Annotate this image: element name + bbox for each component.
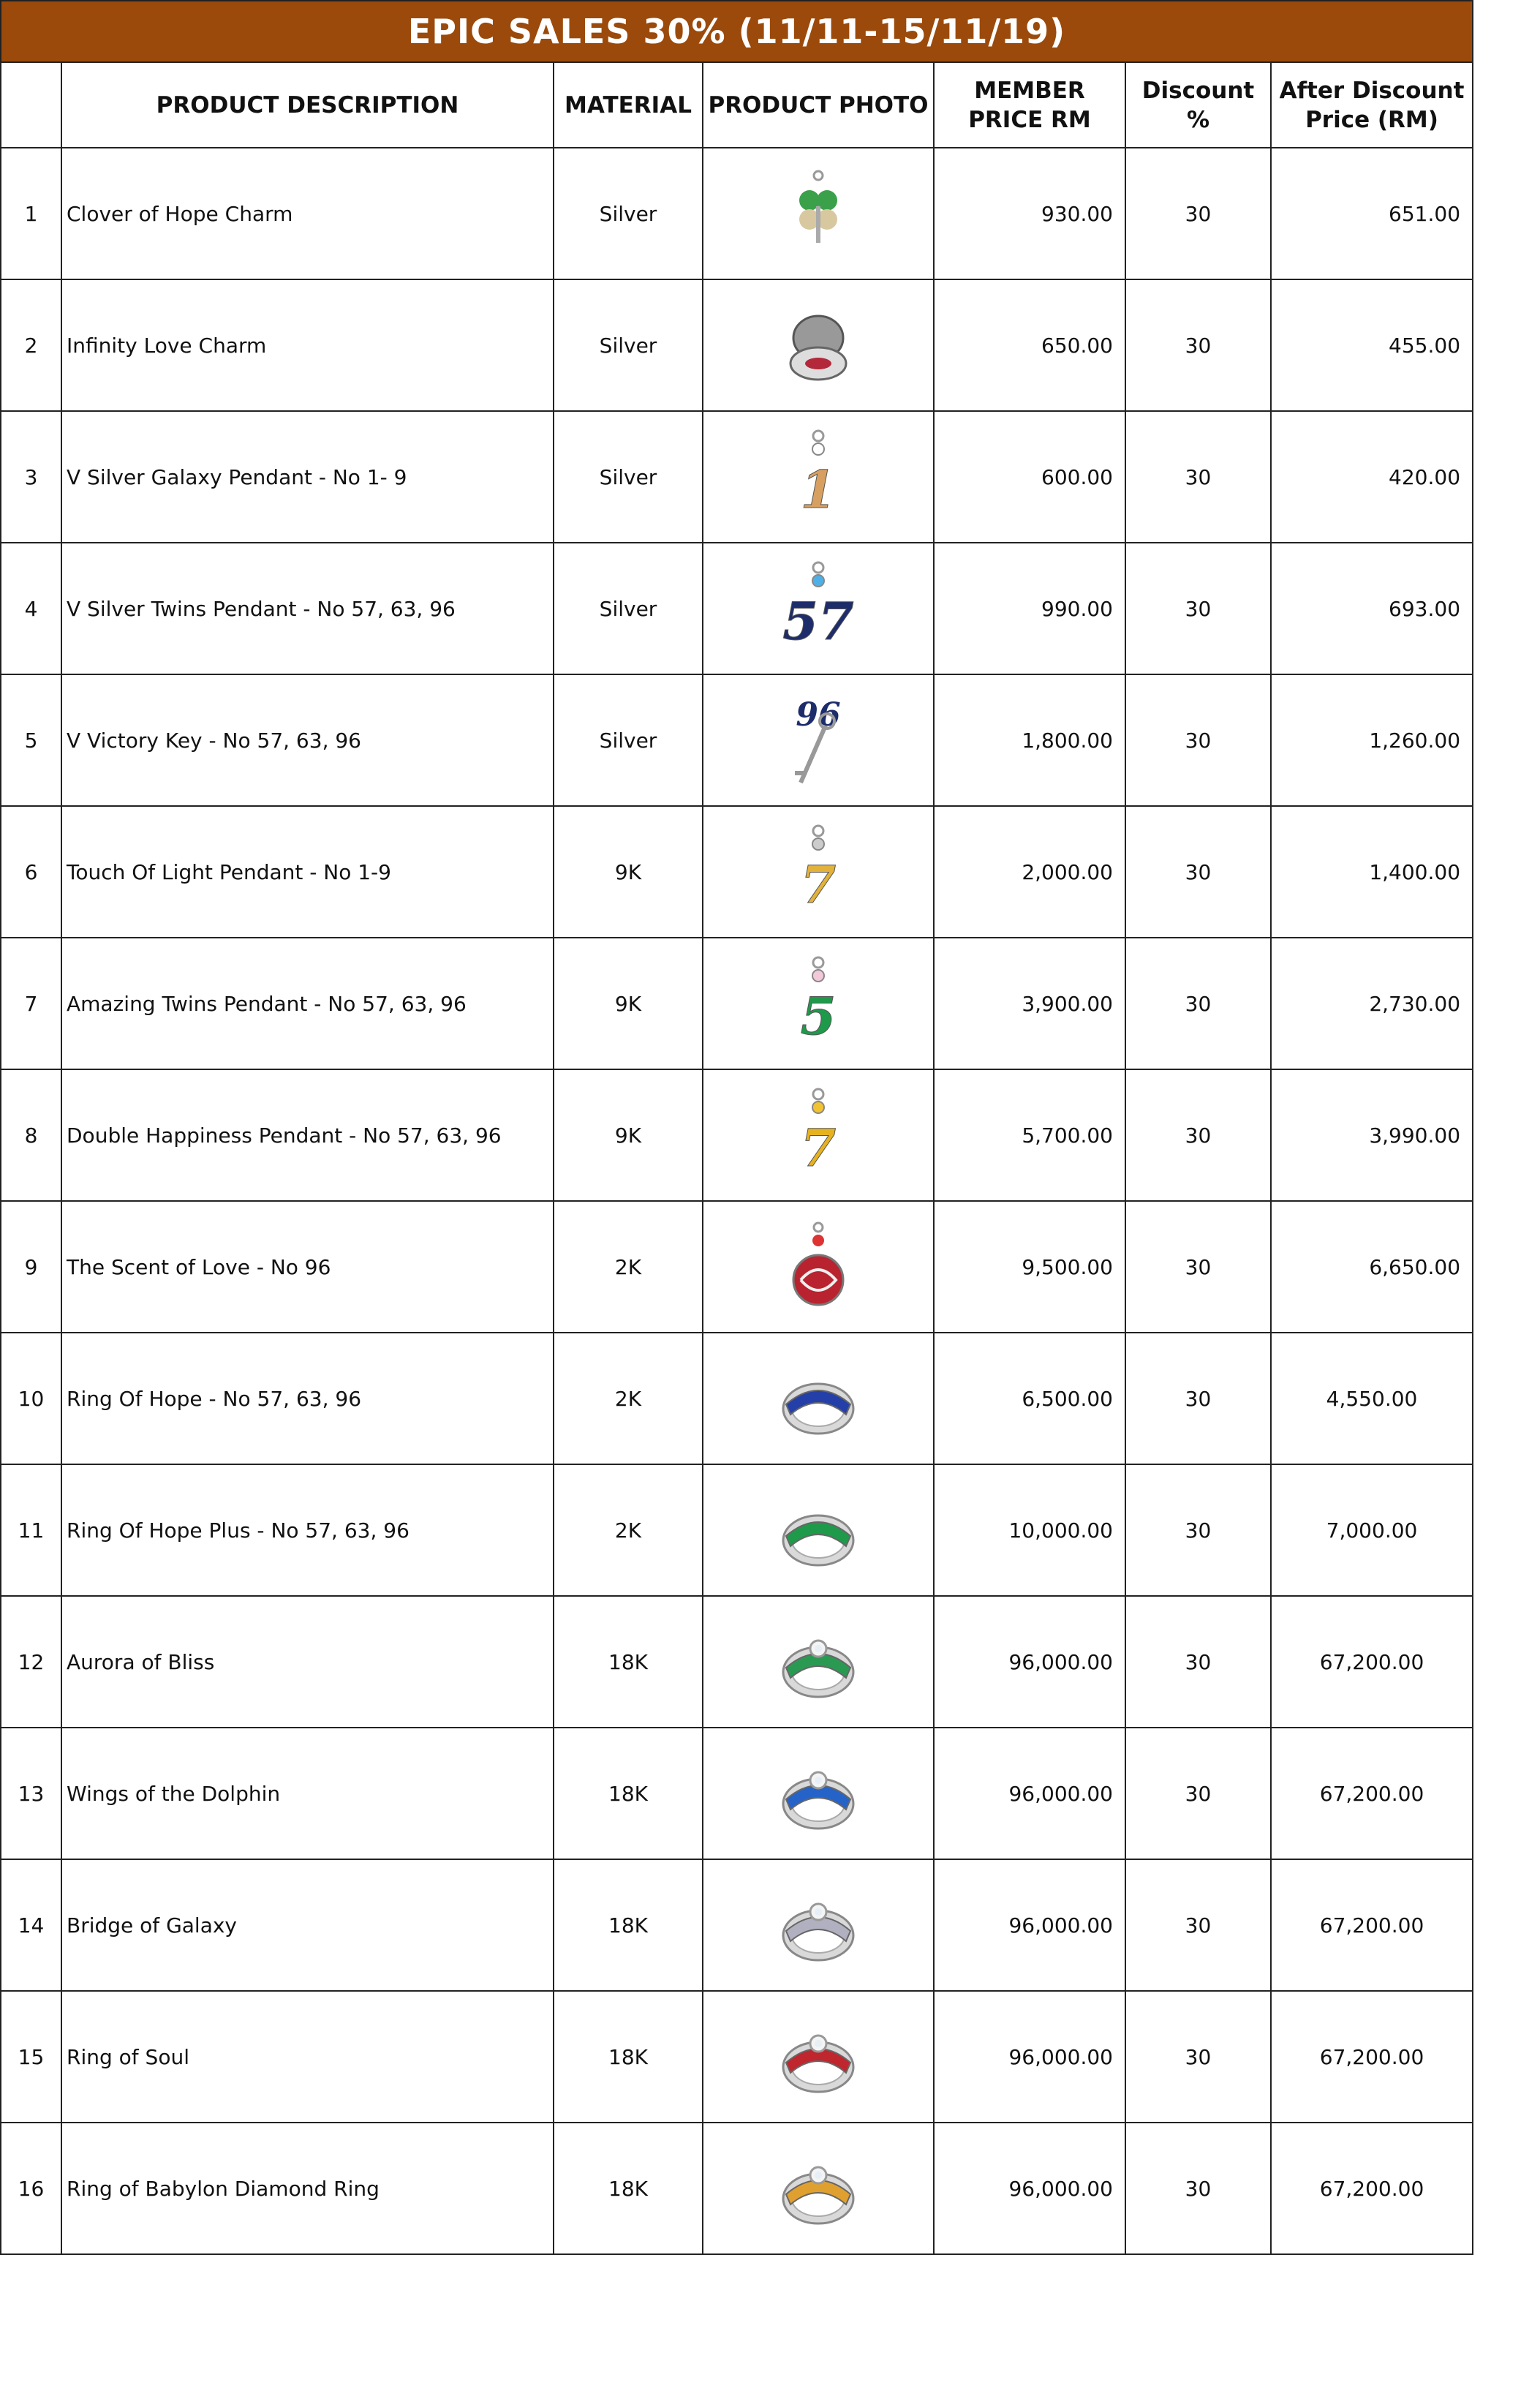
product-material: 2K <box>554 1201 703 1333</box>
discount-percent: 30 <box>1125 1333 1271 1464</box>
red-diamond-ring-icon <box>774 2006 862 2108</box>
product-photo <box>703 938 934 1069</box>
member-price: 6,500.00 <box>934 1333 1125 1464</box>
after-discount-price: 2,730.00 <box>1271 938 1473 1069</box>
gold-number-pendant-icon <box>774 1084 862 1186</box>
product-photo <box>703 674 934 806</box>
table-row <box>1 1728 1473 1859</box>
product-photo <box>703 279 934 411</box>
after-discount-price: 67,200.00 <box>1271 2123 1473 2254</box>
header-after-line2: Price (RM) <box>1305 106 1438 133</box>
member-price: 600.00 <box>934 411 1125 543</box>
header-description: PRODUCT DESCRIPTION <box>61 62 554 148</box>
number-seven-pendant-icon <box>774 821 862 923</box>
table-row <box>1 411 1473 543</box>
product-photo <box>703 543 934 674</box>
member-price: 1,800.00 <box>934 674 1125 806</box>
header-row <box>1 62 1473 148</box>
svg-text:57: 57 <box>782 591 854 652</box>
product-material: 18K <box>554 1859 703 1991</box>
clover-charm-icon <box>774 162 862 265</box>
product-material: Silver <box>554 543 703 674</box>
header-discount-line1: Discount <box>1141 77 1255 104</box>
green-number-pendant-icon <box>774 952 862 1055</box>
row-number: 8 <box>1 1069 61 1201</box>
header-member-price-line2: PRICE RM <box>968 106 1091 133</box>
after-discount-price: 455.00 <box>1271 279 1473 411</box>
blue-ring-icon <box>774 1347 862 1450</box>
table-row <box>1 806 1473 938</box>
after-discount-price: 693.00 <box>1271 543 1473 674</box>
product-material: 18K <box>554 1728 703 1859</box>
discount-percent: 30 <box>1125 411 1271 543</box>
table-row <box>1 2123 1473 2254</box>
product-photo <box>703 1991 934 2123</box>
discount-percent: 30 <box>1125 1201 1271 1333</box>
product-photo <box>703 148 934 279</box>
product-material: 9K <box>554 806 703 938</box>
table-row <box>1 148 1473 279</box>
member-price: 96,000.00 <box>934 1728 1125 1859</box>
product-description: Ring of Soul <box>61 1991 554 2123</box>
after-discount-price: 4,550.00 <box>1271 1333 1473 1464</box>
after-discount-price: 67,200.00 <box>1271 1728 1473 1859</box>
discount-percent: 30 <box>1125 1859 1271 1991</box>
product-description: The Scent of Love - No 96 <box>61 1201 554 1333</box>
product-material: 18K <box>554 1991 703 2123</box>
key-pendant-icon <box>774 689 862 791</box>
product-photo <box>703 411 934 543</box>
product-description: Ring of Babylon Diamond Ring <box>61 2123 554 2254</box>
product-material: Silver <box>554 279 703 411</box>
product-description: Wings of the Dolphin <box>61 1728 554 1859</box>
red-perfume-pendant-icon <box>774 1216 862 1318</box>
blue-diamond-ring-icon <box>774 1742 862 1845</box>
discount-percent: 30 <box>1125 1991 1271 2123</box>
header-member-price <box>934 62 1125 148</box>
after-discount-price: 651.00 <box>1271 148 1473 279</box>
svg-text:1: 1 <box>800 459 837 520</box>
header-photo: PRODUCT PHOTO <box>703 62 934 148</box>
row-number: 1 <box>1 148 61 279</box>
after-discount-price: 67,200.00 <box>1271 1596 1473 1728</box>
row-number: 6 <box>1 806 61 938</box>
row-number: 3 <box>1 411 61 543</box>
product-material: Silver <box>554 411 703 543</box>
svg-text:7: 7 <box>800 854 837 915</box>
table-row <box>1 1333 1473 1464</box>
member-price: 10,000.00 <box>934 1464 1125 1596</box>
product-rows <box>1 148 1473 2254</box>
header-member-price-line1: MEMBER <box>974 77 1085 104</box>
product-description: Touch Of Light Pendant - No 1-9 <box>61 806 554 938</box>
table-row <box>1 1859 1473 1991</box>
product-description: Ring Of Hope Plus - No 57, 63, 96 <box>61 1464 554 1596</box>
discount-percent: 30 <box>1125 938 1271 1069</box>
product-photo <box>703 2123 934 2254</box>
after-discount-price: 67,200.00 <box>1271 1991 1473 2123</box>
member-price: 96,000.00 <box>934 2123 1125 2254</box>
green-ring-icon <box>774 1479 862 1581</box>
row-number: 7 <box>1 938 61 1069</box>
sheet-title: EPIC SALES 30% (11/11-15/11/19) <box>1 1 1473 62</box>
infinity-charm-icon <box>774 294 862 396</box>
table-row <box>1 938 1473 1069</box>
svg-text:7: 7 <box>800 1118 837 1178</box>
product-photo <box>703 1859 934 1991</box>
discount-percent: 30 <box>1125 674 1271 806</box>
table-row <box>1 1069 1473 1201</box>
row-number: 5 <box>1 674 61 806</box>
product-photo <box>703 1333 934 1464</box>
row-number: 14 <box>1 1859 61 1991</box>
product-description: V Victory Key - No 57, 63, 96 <box>61 674 554 806</box>
discount-percent: 30 <box>1125 279 1271 411</box>
product-photo <box>703 1596 934 1728</box>
product-description: V Silver Galaxy Pendant - No 1- 9 <box>61 411 554 543</box>
table-row <box>1 1991 1473 2123</box>
discount-percent: 30 <box>1125 543 1271 674</box>
header-discount <box>1125 62 1271 148</box>
product-description: Clover of Hope Charm <box>61 148 554 279</box>
discount-percent: 30 <box>1125 1728 1271 1859</box>
number-57-pendant-icon <box>774 557 862 660</box>
table-row <box>1 1596 1473 1728</box>
row-number: 9 <box>1 1201 61 1333</box>
header-no <box>1 62 61 148</box>
row-number: 15 <box>1 1991 61 2123</box>
product-description: V Silver Twins Pendant - No 57, 63, 96 <box>61 543 554 674</box>
product-material: 18K <box>554 1596 703 1728</box>
after-discount-price: 7,000.00 <box>1271 1464 1473 1596</box>
after-discount-price: 6,650.00 <box>1271 1201 1473 1333</box>
discount-percent: 30 <box>1125 148 1271 279</box>
member-price: 650.00 <box>934 279 1125 411</box>
row-number: 13 <box>1 1728 61 1859</box>
table-row <box>1 279 1473 411</box>
discount-percent: 30 <box>1125 806 1271 938</box>
member-price: 96,000.00 <box>934 1859 1125 1991</box>
row-number: 2 <box>1 279 61 411</box>
row-number: 12 <box>1 1596 61 1728</box>
product-photo <box>703 1464 934 1596</box>
after-discount-price: 420.00 <box>1271 411 1473 543</box>
table-row <box>1 674 1473 806</box>
product-description: Bridge of Galaxy <box>61 1859 554 1991</box>
row-number: 11 <box>1 1464 61 1596</box>
product-material: 9K <box>554 1069 703 1201</box>
table-row <box>1 1201 1473 1333</box>
after-discount-price: 3,990.00 <box>1271 1069 1473 1201</box>
header-discount-line2: % <box>1186 106 1210 133</box>
discount-percent: 30 <box>1125 2123 1271 2254</box>
header-after-line1: After Discount <box>1279 77 1465 104</box>
product-material: 2K <box>554 1333 703 1464</box>
row-number: 16 <box>1 2123 61 2254</box>
table-row <box>1 543 1473 674</box>
member-price: 3,900.00 <box>934 938 1125 1069</box>
product-description: Double Happiness Pendant - No 57, 63, 96 <box>61 1069 554 1201</box>
silver-diamond-ring-icon <box>774 1874 862 1976</box>
gold-diamond-ring-icon <box>774 2137 862 2240</box>
member-price: 930.00 <box>934 148 1125 279</box>
table-row <box>1 1464 1473 1596</box>
discount-percent: 30 <box>1125 1596 1271 1728</box>
product-photo <box>703 1201 934 1333</box>
discount-percent: 30 <box>1125 1464 1271 1596</box>
discount-percent: 30 <box>1125 1069 1271 1201</box>
after-discount-price: 1,400.00 <box>1271 806 1473 938</box>
product-material: Silver <box>554 148 703 279</box>
product-description: Infinity Love Charm <box>61 279 554 411</box>
product-description: Aurora of Bliss <box>61 1596 554 1728</box>
number-one-pendant-icon <box>774 426 862 528</box>
member-price: 96,000.00 <box>934 1596 1125 1728</box>
green-diamond-ring-icon <box>774 1611 862 1713</box>
header-material: MATERIAL <box>554 62 703 148</box>
product-description: Ring Of Hope - No 57, 63, 96 <box>61 1333 554 1464</box>
svg-text:96: 96 <box>796 696 841 734</box>
header-after-discount <box>1271 62 1473 148</box>
after-discount-price: 67,200.00 <box>1271 1859 1473 1991</box>
member-price: 5,700.00 <box>934 1069 1125 1201</box>
product-description: Amazing Twins Pendant - No 57, 63, 96 <box>61 938 554 1069</box>
product-material: 2K <box>554 1464 703 1596</box>
member-price: 2,000.00 <box>934 806 1125 938</box>
svg-text:5: 5 <box>800 986 837 1047</box>
row-number: 10 <box>1 1333 61 1464</box>
product-photo <box>703 1069 934 1201</box>
product-material: 9K <box>554 938 703 1069</box>
member-price: 9,500.00 <box>934 1201 1125 1333</box>
row-number: 4 <box>1 543 61 674</box>
product-material: 18K <box>554 2123 703 2254</box>
member-price: 990.00 <box>934 543 1125 674</box>
product-material: Silver <box>554 674 703 806</box>
product-photo <box>703 806 934 938</box>
member-price: 96,000.00 <box>934 1991 1125 2123</box>
after-discount-price: 1,260.00 <box>1271 674 1473 806</box>
product-photo <box>703 1728 934 1859</box>
